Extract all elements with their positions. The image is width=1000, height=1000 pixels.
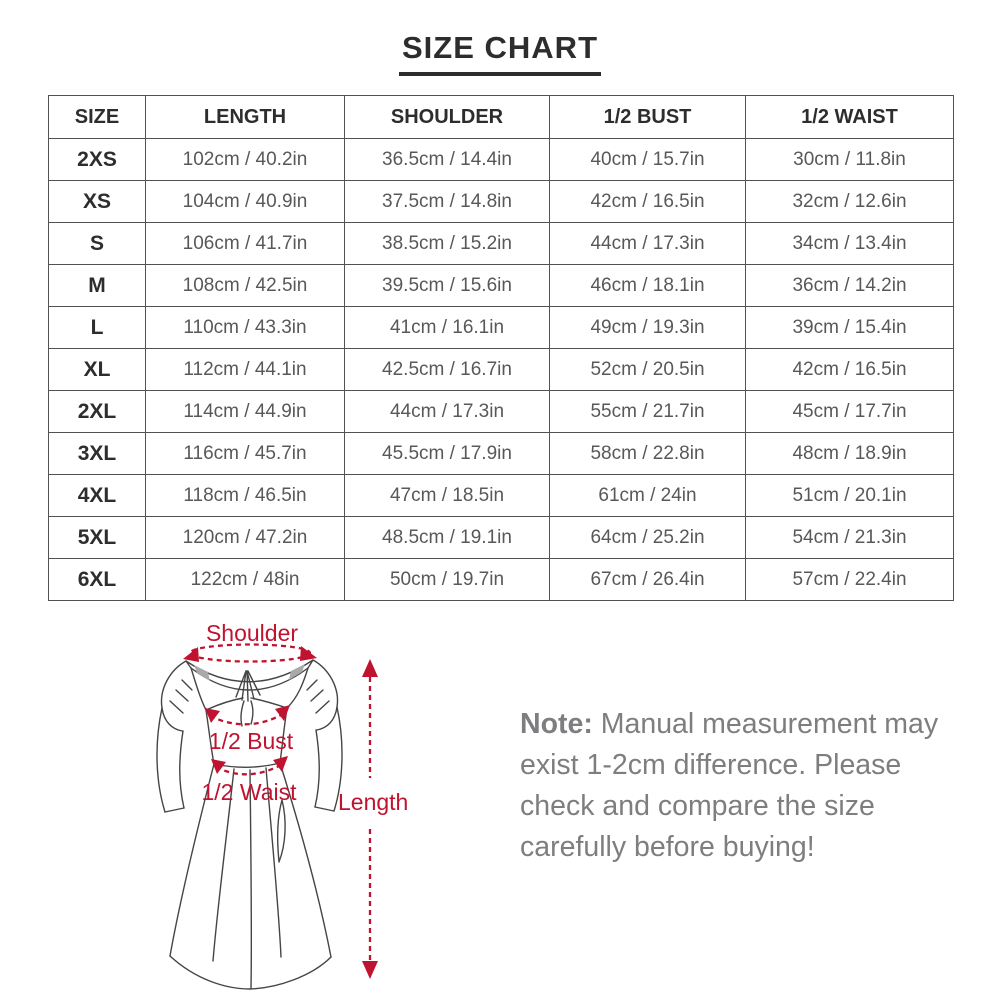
- value-cell: 38.5cm / 15.2in: [345, 223, 550, 265]
- table-row: [49, 307, 954, 349]
- value-cell: 39cm / 15.4in: [746, 307, 954, 349]
- value-cell: 37.5cm / 14.8in: [345, 181, 550, 223]
- header-size: SIZE: [49, 96, 146, 139]
- value-cell: 42cm / 16.5in: [746, 349, 954, 391]
- size-cell: 3XL: [49, 433, 146, 475]
- size-cell: M: [49, 265, 146, 307]
- value-cell: 46cm / 18.1in: [550, 265, 746, 307]
- header-shoulder: SHOULDER: [345, 96, 550, 139]
- size-cell: S: [49, 223, 146, 265]
- value-cell: 110cm / 43.3in: [146, 307, 345, 349]
- value-cell: 52cm / 20.5in: [550, 349, 746, 391]
- table-row: [49, 223, 954, 265]
- value-cell: 67cm / 26.4in: [550, 559, 746, 601]
- shoulder-label: Shoulder: [205, 620, 299, 646]
- value-cell: 41cm / 16.1in: [345, 307, 550, 349]
- bust-arrow-line: [210, 713, 285, 724]
- header-half-bust: 1/2 BUST: [550, 96, 746, 139]
- value-cell: 102cm / 40.2in: [146, 139, 345, 181]
- value-cell: 34cm / 13.4in: [746, 223, 954, 265]
- note-line: exist 1-2cm difference. Please: [520, 749, 902, 781]
- value-cell: 39.5cm / 15.6in: [345, 265, 550, 307]
- value-cell: 104cm / 40.9in: [146, 181, 345, 223]
- table-row: [49, 391, 954, 433]
- table-row: [49, 265, 954, 307]
- shoulder-arrow-right-icon: [300, 646, 317, 661]
- size-cell: 2XS: [49, 139, 146, 181]
- half-bust-label: 1/2 Bust: [208, 728, 294, 754]
- size-cell: XL: [49, 349, 146, 391]
- size-cell: 2XL: [49, 391, 146, 433]
- table-row: [49, 181, 954, 223]
- value-cell: 45.5cm / 17.9in: [345, 433, 550, 475]
- value-cell: 57cm / 22.4in: [746, 559, 954, 601]
- value-cell: 30cm / 11.8in: [746, 139, 954, 181]
- note-label: Note:: [520, 708, 593, 740]
- value-cell: 32cm / 12.6in: [746, 181, 954, 223]
- page-title: SIZE CHART: [399, 30, 601, 76]
- length-arrow-up-icon: [362, 659, 378, 677]
- value-cell: 42.5cm / 16.7in: [345, 349, 550, 391]
- value-cell: 50cm / 19.7in: [345, 559, 550, 601]
- value-cell: 58cm / 22.8in: [550, 433, 746, 475]
- value-cell: 44cm / 17.3in: [345, 391, 550, 433]
- value-cell: 47cm / 18.5in: [345, 475, 550, 517]
- dress-drawing: [157, 660, 342, 989]
- value-cell: 48cm / 18.9in: [746, 433, 954, 475]
- size-cell: XS: [49, 181, 146, 223]
- length-label: Length: [338, 789, 409, 815]
- value-cell: 118cm / 46.5in: [146, 475, 345, 517]
- header-half-waist: 1/2 WAIST: [746, 96, 954, 139]
- header-length: LENGTH: [146, 96, 345, 139]
- size-cell: L: [49, 307, 146, 349]
- value-cell: 106cm / 41.7in: [146, 223, 345, 265]
- value-cell: 54cm / 21.3in: [746, 517, 954, 559]
- value-cell: 36cm / 14.2in: [746, 265, 954, 307]
- table-row: [49, 349, 954, 391]
- half-waist-label: 1/2 Waist: [201, 779, 297, 805]
- note-line: carefully before buying!: [520, 831, 815, 863]
- value-cell: 114cm / 44.9in: [146, 391, 345, 433]
- note-text: Manual measurement may: [592, 708, 939, 740]
- value-cell: 51cm / 20.1in: [746, 475, 954, 517]
- shoulder-arrow-left-icon: [183, 647, 199, 662]
- value-cell: 42cm / 16.5in: [550, 181, 746, 223]
- table-row: [49, 559, 954, 601]
- value-cell: 108cm / 42.5in: [146, 265, 345, 307]
- value-cell: 116cm / 45.7in: [146, 433, 345, 475]
- value-cell: 120cm / 47.2in: [146, 517, 345, 559]
- note-line: [520, 704, 938, 745]
- table-row: [49, 433, 954, 475]
- shoulder-arrow-line: [190, 645, 310, 662]
- value-cell: 55cm / 21.7in: [550, 391, 746, 433]
- value-cell: 44cm / 17.3in: [550, 223, 746, 265]
- value-cell: 122cm / 48in: [146, 559, 345, 601]
- value-cell: 40cm / 15.7in: [550, 139, 746, 181]
- table-row: [49, 139, 954, 181]
- value-cell: 49cm / 19.3in: [550, 307, 746, 349]
- size-table: [48, 95, 954, 601]
- length-arrow-down-icon: [362, 961, 378, 979]
- size-cell: 6XL: [49, 559, 146, 601]
- table-header-row: [49, 96, 954, 139]
- value-cell: 36.5cm / 14.4in: [345, 139, 550, 181]
- value-cell: 48.5cm / 19.1in: [345, 517, 550, 559]
- table-row: [49, 517, 954, 559]
- value-cell: 64cm / 25.2in: [550, 517, 746, 559]
- dress-measurement-diagram: [100, 612, 500, 997]
- value-cell: 61cm / 24in: [550, 475, 746, 517]
- table-row: [49, 475, 954, 517]
- value-cell: 45cm / 17.7in: [746, 391, 954, 433]
- note-line: check and compare the size: [520, 790, 875, 822]
- value-cell: 112cm / 44.1in: [146, 349, 345, 391]
- measurement-note: [520, 704, 938, 868]
- bust-arrow-right-icon: [275, 705, 290, 721]
- size-cell: 4XL: [49, 475, 146, 517]
- size-cell: 5XL: [49, 517, 146, 559]
